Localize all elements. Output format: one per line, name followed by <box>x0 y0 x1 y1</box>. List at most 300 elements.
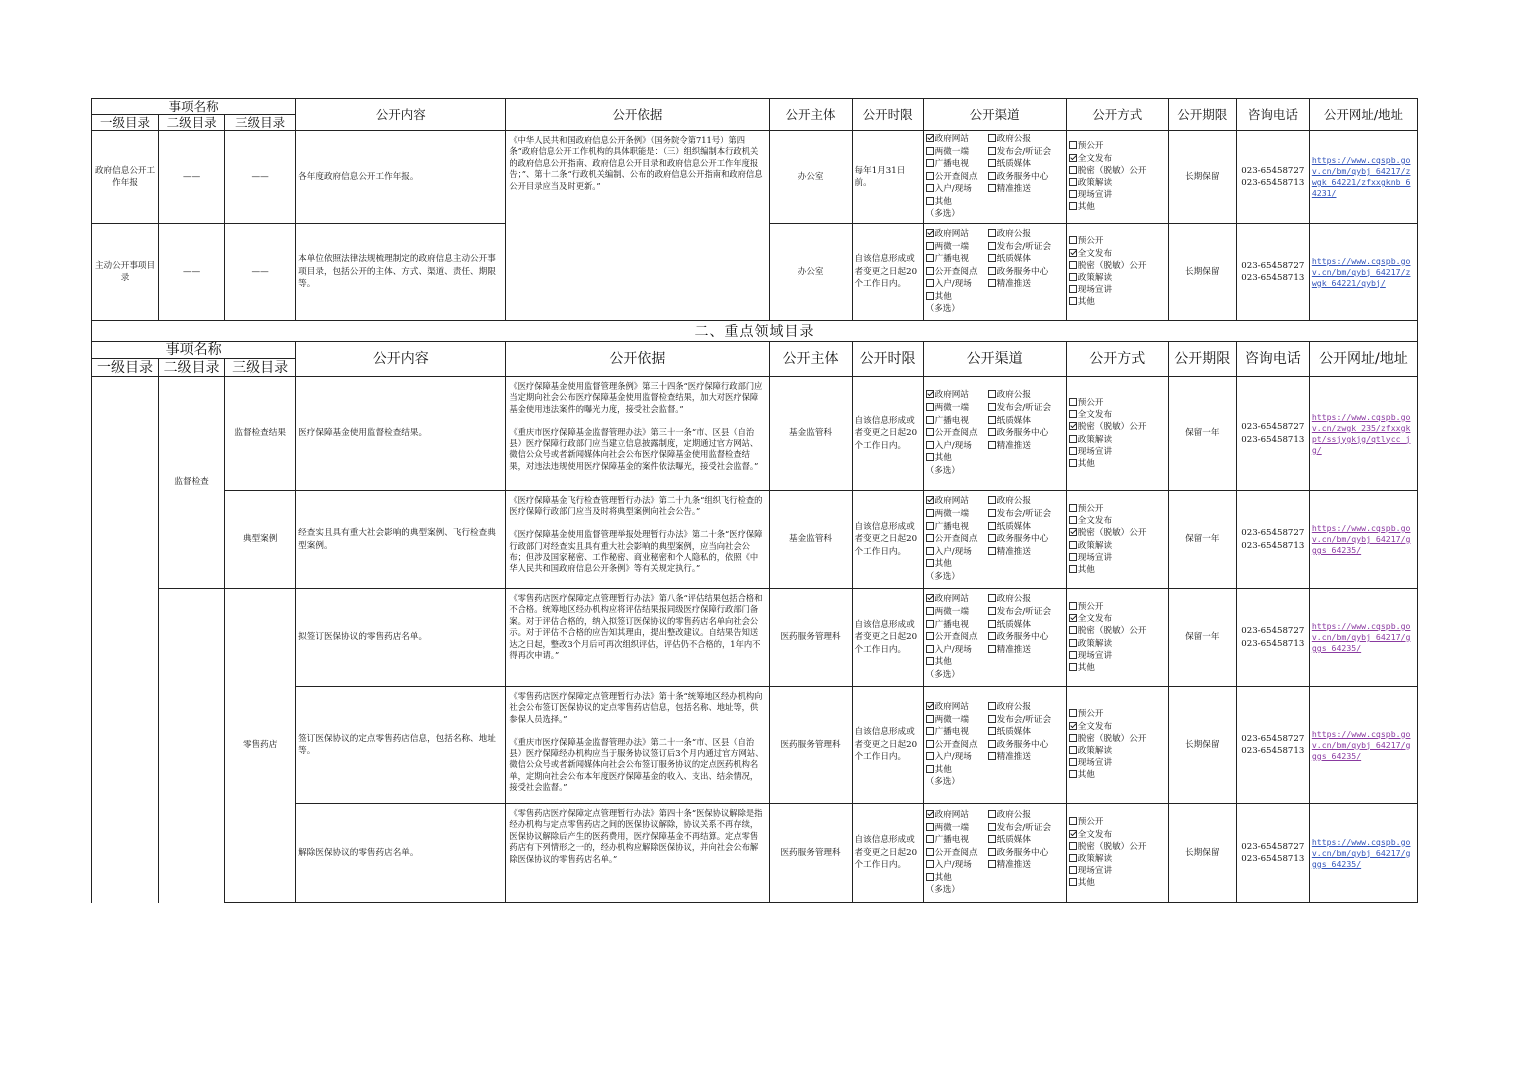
phone-number: 023-65458727 <box>1241 422 1305 433</box>
gov-bulletin-checkbox[interactable] <box>988 496 996 504</box>
channel-option <box>926 644 988 657</box>
channel-gov-site-label: 政府网站 <box>934 594 969 605</box>
method-other-checkbox[interactable] <box>1069 878 1077 886</box>
precise-push-checkbox[interactable] <box>988 184 996 192</box>
method-cell <box>1066 491 1168 589</box>
method-option <box>1069 625 1166 637</box>
method-other-checkbox[interactable] <box>1069 202 1077 210</box>
content-cell: 签订医保协议的定点零售药店信息，包括名称、地址等。 <box>296 687 506 804</box>
channel-gov-bulletin-label: 政府公报 <box>996 390 1031 401</box>
method-onsite-label: 现场宣讲 <box>1077 190 1113 201</box>
other-checkbox[interactable] <box>926 765 934 773</box>
level1-cell: 政府信息公开工作年报 <box>92 131 159 224</box>
channel-gov-site-label: 政府网站 <box>934 496 969 507</box>
channel-cell <box>923 589 1066 687</box>
reading-point-checkbox[interactable] <box>926 534 934 542</box>
reading-point-checkbox[interactable] <box>926 172 934 180</box>
press-checkbox[interactable] <box>988 242 996 250</box>
method-option <box>1069 564 1166 576</box>
paper-media-checkbox[interactable] <box>988 254 996 262</box>
phone-cell <box>1236 491 1309 589</box>
content-cell: 拟签订医保协议的零售药店名单。 <box>296 589 506 687</box>
channel-option <box>926 847 988 860</box>
method-onsite-checkbox[interactable] <box>1069 447 1077 455</box>
channel-option <box>926 158 988 171</box>
channel-option <box>926 872 988 885</box>
broadcast-checkbox[interactable] <box>926 254 934 262</box>
url-cell <box>1309 589 1417 687</box>
level1-cell: 主动公开事项目录 <box>92 224 159 321</box>
method-onsite-checkbox[interactable] <box>1069 190 1077 198</box>
two-one-checkbox[interactable] <box>926 509 934 517</box>
channel-precise-push-label: 精准推送 <box>996 440 1031 451</box>
phone-number: 023-65458727 <box>1241 626 1305 637</box>
two-one-checkbox[interactable] <box>926 147 934 155</box>
service-center-checkbox[interactable] <box>988 172 996 180</box>
channel-cell <box>923 224 1066 321</box>
door-site-checkbox[interactable] <box>926 441 934 449</box>
other-checkbox[interactable] <box>926 559 934 567</box>
method-option <box>1069 708 1166 720</box>
two-one-checkbox[interactable] <box>926 715 934 723</box>
channel-reading-point-label: 公开查阅点 <box>934 739 978 750</box>
method-interpret-checkbox[interactable] <box>1069 541 1077 549</box>
gov-bulletin-checkbox[interactable] <box>988 390 996 398</box>
method-option <box>1069 458 1166 470</box>
press-checkbox[interactable] <box>988 509 996 517</box>
method-option <box>1069 527 1166 539</box>
phone-number: 023-65458713 <box>1241 178 1305 188</box>
two-one-checkbox[interactable] <box>926 242 934 250</box>
channel-row <box>926 593 1064 606</box>
channel-option <box>926 859 988 872</box>
method-option <box>1069 613 1166 625</box>
basis-cell <box>506 804 769 903</box>
channel-option <box>926 593 988 606</box>
gov-site-checkbox[interactable] <box>926 810 934 818</box>
basis-clip <box>509 691 765 794</box>
channel-row <box>926 834 1064 847</box>
channel-row <box>926 521 1064 534</box>
method-option <box>1069 296 1166 308</box>
disclosure-url-link[interactable]: https://www.cqspb.gov.cn/bm/qybj_64217/gggs_64235/ <box>1311 523 1411 555</box>
time-limit-header: 公开时限 <box>852 99 923 131</box>
channel-option <box>988 631 1049 644</box>
basis-header: 公开依据 <box>506 99 769 131</box>
period-header: 公开期限 <box>1168 99 1236 131</box>
method-pre-label: 预公开 <box>1077 141 1104 152</box>
channel-precise-push-label: 精准推送 <box>996 644 1031 655</box>
method-onsite-checkbox[interactable] <box>1069 866 1077 874</box>
channel-option <box>926 146 988 159</box>
disclosure-url-link[interactable]: https://www.cqspb.gov.cn/bm/qybj_64217/zwgk_64221/qybj/ <box>1311 255 1411 288</box>
channel-option <box>926 291 988 304</box>
two-one-checkbox[interactable] <box>926 823 934 831</box>
method-full-checkbox[interactable] <box>1069 722 1077 730</box>
channel-row <box>926 859 1064 872</box>
broadcast-checkbox[interactable] <box>926 835 934 843</box>
multi-select-note: （多选） <box>925 209 960 220</box>
broadcast-checkbox[interactable] <box>926 416 934 424</box>
level3-header: 三级目录 <box>225 115 296 131</box>
method-onsite-checkbox[interactable] <box>1069 553 1077 561</box>
service-center-checkbox[interactable] <box>988 428 996 436</box>
method-pre-label: 预公开 <box>1077 709 1104 720</box>
press-checkbox[interactable] <box>988 607 996 615</box>
method-option <box>1069 503 1166 515</box>
period-cell: 长期保留 <box>1168 687 1236 804</box>
channel-option <box>988 859 1031 872</box>
method-cell <box>1066 804 1168 903</box>
door-site-checkbox[interactable] <box>926 860 934 868</box>
channel-row <box>926 714 1064 727</box>
channel-row <box>926 558 1064 571</box>
method-full-checkbox[interactable] <box>1069 154 1077 162</box>
multi-select-note: （多选） <box>925 669 960 680</box>
channel-option <box>926 714 988 727</box>
channel-paper-media-label: 纸质媒体 <box>996 619 1031 630</box>
method-pre-checkbox[interactable] <box>1069 602 1077 610</box>
other-checkbox[interactable] <box>926 197 934 205</box>
other-checkbox[interactable] <box>926 292 934 300</box>
service-center-checkbox[interactable] <box>988 740 996 748</box>
other-checkbox[interactable] <box>926 453 934 461</box>
method-option <box>1069 284 1166 296</box>
channel-option <box>926 241 988 254</box>
precise-push-checkbox[interactable] <box>988 860 996 868</box>
gov-bulletin-checkbox[interactable] <box>988 229 996 237</box>
channel-service-center-label: 政务服务中心 <box>996 739 1049 750</box>
channel-reading-point-label: 公开查阅点 <box>934 632 978 643</box>
channel-door-site-label: 入户/现场 <box>934 546 972 557</box>
broadcast-checkbox[interactable] <box>926 727 934 735</box>
multi-select-note: （多选） <box>925 777 960 788</box>
door-site-checkbox[interactable] <box>926 279 934 287</box>
channel-option <box>988 278 1031 291</box>
subject-cell: 基金监管科 <box>769 491 852 589</box>
two-one-checkbox[interactable] <box>926 403 934 411</box>
paper-media-checkbox[interactable] <box>988 416 996 424</box>
method-onsite-checkbox[interactable] <box>1069 651 1077 659</box>
channel-two-one-label: 两微一端 <box>934 146 969 157</box>
method-option <box>1069 189 1166 201</box>
method-pre-checkbox[interactable] <box>1069 504 1077 512</box>
channel-option <box>926 508 988 521</box>
channel-option <box>926 606 988 619</box>
precise-push-checkbox[interactable] <box>988 441 996 449</box>
phone-number: 023-65458713 <box>1241 854 1305 864</box>
reading-point-checkbox[interactable] <box>926 267 934 275</box>
door-site-checkbox[interactable] <box>926 752 934 760</box>
gov-bulletin-checkbox[interactable] <box>988 810 996 818</box>
channel-row <box>926 196 1064 209</box>
phone-cell <box>1236 589 1309 687</box>
url-cell <box>1309 377 1417 491</box>
channel-option <box>988 241 1051 254</box>
precise-push-checkbox[interactable] <box>988 645 996 653</box>
channel-option <box>988 228 1031 241</box>
time-limit-cell: 每年1月31日前。 <box>852 131 923 224</box>
disclosure-url-link[interactable]: https://www.cqspb.gov.cn/bm/qybj_64217/gggs_64235/ <box>1311 621 1411 653</box>
channel-option <box>988 644 1031 657</box>
gov-site-checkbox[interactable] <box>926 594 934 602</box>
method-desens-checkbox[interactable] <box>1069 734 1077 742</box>
item-name-header: 事项名称 <box>92 342 296 359</box>
subject-cell: 医药服务管理科 <box>769 687 852 804</box>
method-option <box>1069 248 1166 260</box>
channel-option <box>988 427 1049 440</box>
channel-cell <box>923 377 1066 491</box>
disclosure-url-link[interactable]: https://www.cqspb.gov.cn/zwgk_235/zfxxgkpt/ssjygkjg/qtlycc jg/ <box>1311 411 1411 455</box>
channel-other-label: 其他 <box>934 291 952 302</box>
channel-row <box>926 266 1064 279</box>
phone-header: 咨询电话 <box>1236 342 1309 377</box>
channel-header: 公开渠道 <box>923 342 1066 377</box>
method-option <box>1069 434 1166 446</box>
paper-media-checkbox[interactable] <box>988 620 996 628</box>
method-option <box>1069 153 1166 165</box>
service-center-checkbox[interactable] <box>988 848 996 856</box>
channel-option <box>926 266 988 279</box>
door-site-checkbox[interactable] <box>926 547 934 555</box>
method-pre-label: 预公开 <box>1077 397 1104 408</box>
disclosure-url-link[interactable]: https://www.cqspb.gov.cn/bm/qybj_64217/gggs_64235/ <box>1311 728 1411 761</box>
method-full-checkbox[interactable] <box>1069 516 1077 524</box>
content-cell: 经查实且具有重大社会影响的典型案例、飞行检查典型案例。 <box>296 491 506 589</box>
paper-media-checkbox[interactable] <box>988 522 996 530</box>
method-interpret-checkbox[interactable] <box>1069 273 1077 281</box>
method-full-checkbox[interactable] <box>1069 830 1077 838</box>
method-pre-label: 预公开 <box>1077 817 1104 828</box>
method-other-checkbox[interactable] <box>1069 565 1077 573</box>
channel-two-one-label: 两微一端 <box>934 509 969 520</box>
gov-site-checkbox[interactable] <box>926 496 934 504</box>
channel-row <box>926 158 1064 171</box>
method-pre-checkbox[interactable] <box>1069 236 1077 244</box>
method-full-checkbox[interactable] <box>1069 614 1077 622</box>
channel-other-label: 其他 <box>934 196 952 207</box>
service-center-checkbox[interactable] <box>988 267 996 275</box>
basis-cell <box>506 589 769 687</box>
gov-bulletin-checkbox[interactable] <box>988 134 996 142</box>
service-center-checkbox[interactable] <box>988 632 996 640</box>
method-desens-checkbox[interactable] <box>1069 166 1077 174</box>
channel-precise-push-label: 精准推送 <box>996 752 1031 763</box>
other-checkbox[interactable] <box>926 873 934 881</box>
section-title: 二、重点领域目录 <box>92 321 1418 342</box>
method-full-checkbox[interactable] <box>1069 249 1077 257</box>
channel-option <box>926 495 988 508</box>
channel-row <box>926 726 1064 739</box>
channel-row <box>926 133 1064 146</box>
method-other-checkbox[interactable] <box>1069 297 1077 305</box>
channel-reading-point-label: 公开查阅点 <box>934 171 978 182</box>
method-desens-checkbox[interactable] <box>1069 842 1077 850</box>
channel-option <box>926 440 988 453</box>
method-option <box>1069 733 1166 745</box>
service-center-checkbox[interactable] <box>988 534 996 542</box>
channel-option <box>926 278 988 291</box>
method-desens-checkbox[interactable] <box>1069 261 1077 269</box>
channel-option <box>988 158 1031 171</box>
method-desens-label: 脱密（脱敏）公开 <box>1077 528 1147 539</box>
gov-site-checkbox[interactable] <box>926 229 934 237</box>
channel-row <box>926 751 1064 764</box>
method-onsite-label: 现场宣讲 <box>1077 650 1113 661</box>
period-cell: 长期保留 <box>1168 804 1236 903</box>
broadcast-checkbox[interactable] <box>926 620 934 628</box>
method-option <box>1069 721 1166 733</box>
channel-reading-point-label: 公开查阅点 <box>934 847 978 858</box>
method-other-label: 其他 <box>1077 458 1095 469</box>
method-desens-checkbox[interactable] <box>1069 422 1077 430</box>
method-option <box>1069 165 1166 177</box>
method-interpret-label: 政策解读 <box>1077 273 1113 283</box>
channel-row <box>926 739 1064 752</box>
paper-media-checkbox[interactable] <box>988 835 996 843</box>
channel-precise-push-label: 精准推送 <box>996 279 1031 290</box>
method-other-checkbox[interactable] <box>1069 663 1077 671</box>
method-pre-checkbox[interactable] <box>1069 398 1077 406</box>
table-row <box>92 491 1418 589</box>
channel-press-label: 发布会/听证会 <box>996 146 1052 157</box>
channel-cell <box>923 131 1066 224</box>
reading-point-checkbox[interactable] <box>926 848 934 856</box>
method-other-label: 其他 <box>1077 878 1095 889</box>
channel-gov-site-label: 政府网站 <box>934 809 969 820</box>
basis-text: 《零售药店医疗保障定点管理暂行办法》第十条“统筹地区经办机构向社会公布签订医保协议的定点零售药店信息，包括名称、地址等，供参保人员选择。” 《重庆市医疗保障基金监督管理办法》第二十一条“市、区县（自治县）医疗保障经办机构应当于服务协议签订后3个月内通过官方网站、微信公众号或者新闻媒体向社会公布签订服务协议的定点医药机构名单，定期向社会公布本年度医疗保障基金的收入、支出、结余情况，接受社会监督。” <box>509 691 764 793</box>
gov-site-checkbox[interactable] <box>926 390 934 398</box>
channel-option <box>926 546 988 559</box>
channel-option <box>988 266 1049 279</box>
method-other-checkbox[interactable] <box>1069 459 1077 467</box>
door-site-checkbox[interactable] <box>926 645 934 653</box>
channel-service-center-label: 政务服务中心 <box>996 171 1049 182</box>
level3-cell: 零售药店 <box>225 589 296 903</box>
basis-clip <box>509 381 765 472</box>
gov-bulletin-checkbox[interactable] <box>988 702 996 710</box>
press-checkbox[interactable] <box>988 147 996 155</box>
method-option <box>1069 409 1166 421</box>
channel-cell <box>923 687 1066 804</box>
method-interpret-checkbox[interactable] <box>1069 178 1077 186</box>
phone-number: 023-65458727 <box>1241 165 1305 176</box>
subject-header: 公开主体 <box>769 342 852 377</box>
channel-option <box>988 714 1051 727</box>
channel-option <box>926 427 988 440</box>
method-onsite-checkbox[interactable] <box>1069 758 1077 766</box>
basis-text: 《零售药店医疗保障定点管理暂行办法》第四十条“医保协议解除是指经办机构与定点零售药店之间的医保协议解除，协议关系不再存续，医保协议解除后产生的医药费用，医疗保障基金不再结算。定点零售药店有下列情形之一的，经办机构应解除医保协议，并向社会公布解除医保协议的零售药店名单。” <box>509 808 763 864</box>
press-checkbox[interactable] <box>988 403 996 411</box>
method-option <box>1069 816 1166 828</box>
method-interpret-checkbox[interactable] <box>1069 854 1077 862</box>
disclosure-url-link[interactable]: https://www.cqspb.gov.cn/bm/qybj_64217/gggs_64235/ <box>1311 836 1411 869</box>
method-onsite-checkbox[interactable] <box>1069 285 1077 293</box>
precise-push-checkbox[interactable] <box>988 547 996 555</box>
paper-media-checkbox[interactable] <box>988 159 996 167</box>
channel-option <box>988 415 1031 428</box>
precise-push-checkbox[interactable] <box>988 279 996 287</box>
basis-text: 《零售药店医疗保障定点管理暂行办法》第八条“评估结果包括合格和不合格。统筹地区经办机构应将评估结果报同级医疗保障行政部门备案。对于评估合格的，纳入拟签订医保协议的零售药店名单向社会公示。对于评估不合格的应告知其理由，提出整改建议。自结果告知送达之日起，整改3个月后可再次组织评估，评估仍不合格的，1年内不得再次申请。” <box>509 593 763 661</box>
gov-site-checkbox[interactable] <box>926 134 934 142</box>
channel-two-one-label: 两微一端 <box>934 714 969 725</box>
method-desens-checkbox[interactable] <box>1069 626 1077 634</box>
channel-row <box>926 606 1064 619</box>
broadcast-checkbox[interactable] <box>926 159 934 167</box>
method-pre-checkbox[interactable] <box>1069 817 1077 825</box>
gov-site-checkbox[interactable] <box>926 702 934 710</box>
channel-row <box>926 701 1064 714</box>
other-checkbox[interactable] <box>926 657 934 665</box>
time-limit-cell: 自该信息形成或者变更之日起20个工作日内。 <box>852 589 923 687</box>
press-checkbox[interactable] <box>988 715 996 723</box>
method-interpret-label: 政策解读 <box>1077 540 1113 551</box>
reading-point-checkbox[interactable] <box>926 632 934 640</box>
channel-other-label: 其他 <box>934 764 952 775</box>
channel-press-label: 发布会/听证会 <box>996 714 1052 725</box>
method-interpret-label: 政策解读 <box>1077 854 1113 864</box>
gov-bulletin-checkbox[interactable] <box>988 594 996 602</box>
disclosure-url-link[interactable]: https://www.cqspb.gov.cn/bm/qybj_64217/zwgk_64221/zfxxgknb_64231/ <box>1311 155 1411 198</box>
channel-broadcast-label: 广播电视 <box>934 835 969 846</box>
channel-row <box>926 533 1064 546</box>
channel-row <box>926 872 1064 885</box>
method-pre-checkbox[interactable] <box>1069 709 1077 717</box>
precise-push-checkbox[interactable] <box>988 752 996 760</box>
method-other-checkbox[interactable] <box>1069 770 1077 778</box>
method-pre-checkbox[interactable] <box>1069 141 1077 149</box>
method-desens-checkbox[interactable] <box>1069 528 1077 536</box>
method-interpret-checkbox[interactable] <box>1069 435 1077 443</box>
channel-cell <box>923 491 1066 589</box>
door-site-checkbox[interactable] <box>926 184 934 192</box>
method-cell <box>1066 687 1168 804</box>
phone-number: 023-65458713 <box>1241 273 1305 283</box>
level3-cell: —— <box>225 131 296 224</box>
paper-media-checkbox[interactable] <box>988 727 996 735</box>
table-row <box>92 377 1418 491</box>
broadcast-checkbox[interactable] <box>926 522 934 530</box>
method-interpret-checkbox[interactable] <box>1069 746 1077 754</box>
level2-header: 二级目录 <box>159 359 225 377</box>
channel-option <box>988 171 1049 184</box>
time-limit-cell: 自该信息形成或者变更之日起20个工作日内。 <box>852 687 923 804</box>
channel-two-one-label: 两微一端 <box>934 607 969 618</box>
channel-precise-push-label: 精准推送 <box>996 546 1031 557</box>
method-full-checkbox[interactable] <box>1069 410 1077 418</box>
method-onsite-label: 现场宣讲 <box>1077 758 1113 769</box>
press-checkbox[interactable] <box>988 823 996 831</box>
channel-door-site-label: 入户/现场 <box>934 184 972 195</box>
channel-row <box>926 546 1064 559</box>
basis-cell <box>506 377 769 491</box>
channel-two-one-label: 两微一端 <box>934 822 969 833</box>
channel-option <box>988 546 1031 559</box>
method-cell <box>1066 377 1168 491</box>
method-other-label: 其他 <box>1077 662 1095 673</box>
reading-point-checkbox[interactable] <box>926 740 934 748</box>
reading-point-checkbox[interactable] <box>926 428 934 436</box>
url-cell <box>1309 131 1417 224</box>
phone-cell <box>1236 224 1309 321</box>
method-option <box>1069 650 1166 662</box>
two-one-checkbox[interactable] <box>926 607 934 615</box>
channel-row <box>926 764 1064 777</box>
time-limit-cell: 自该信息形成或者变更之日起20个工作日内。 <box>852 804 923 903</box>
method-interpret-checkbox[interactable] <box>1069 639 1077 647</box>
channel-row <box>926 440 1064 453</box>
url-header: 公开网址/地址 <box>1309 99 1417 131</box>
